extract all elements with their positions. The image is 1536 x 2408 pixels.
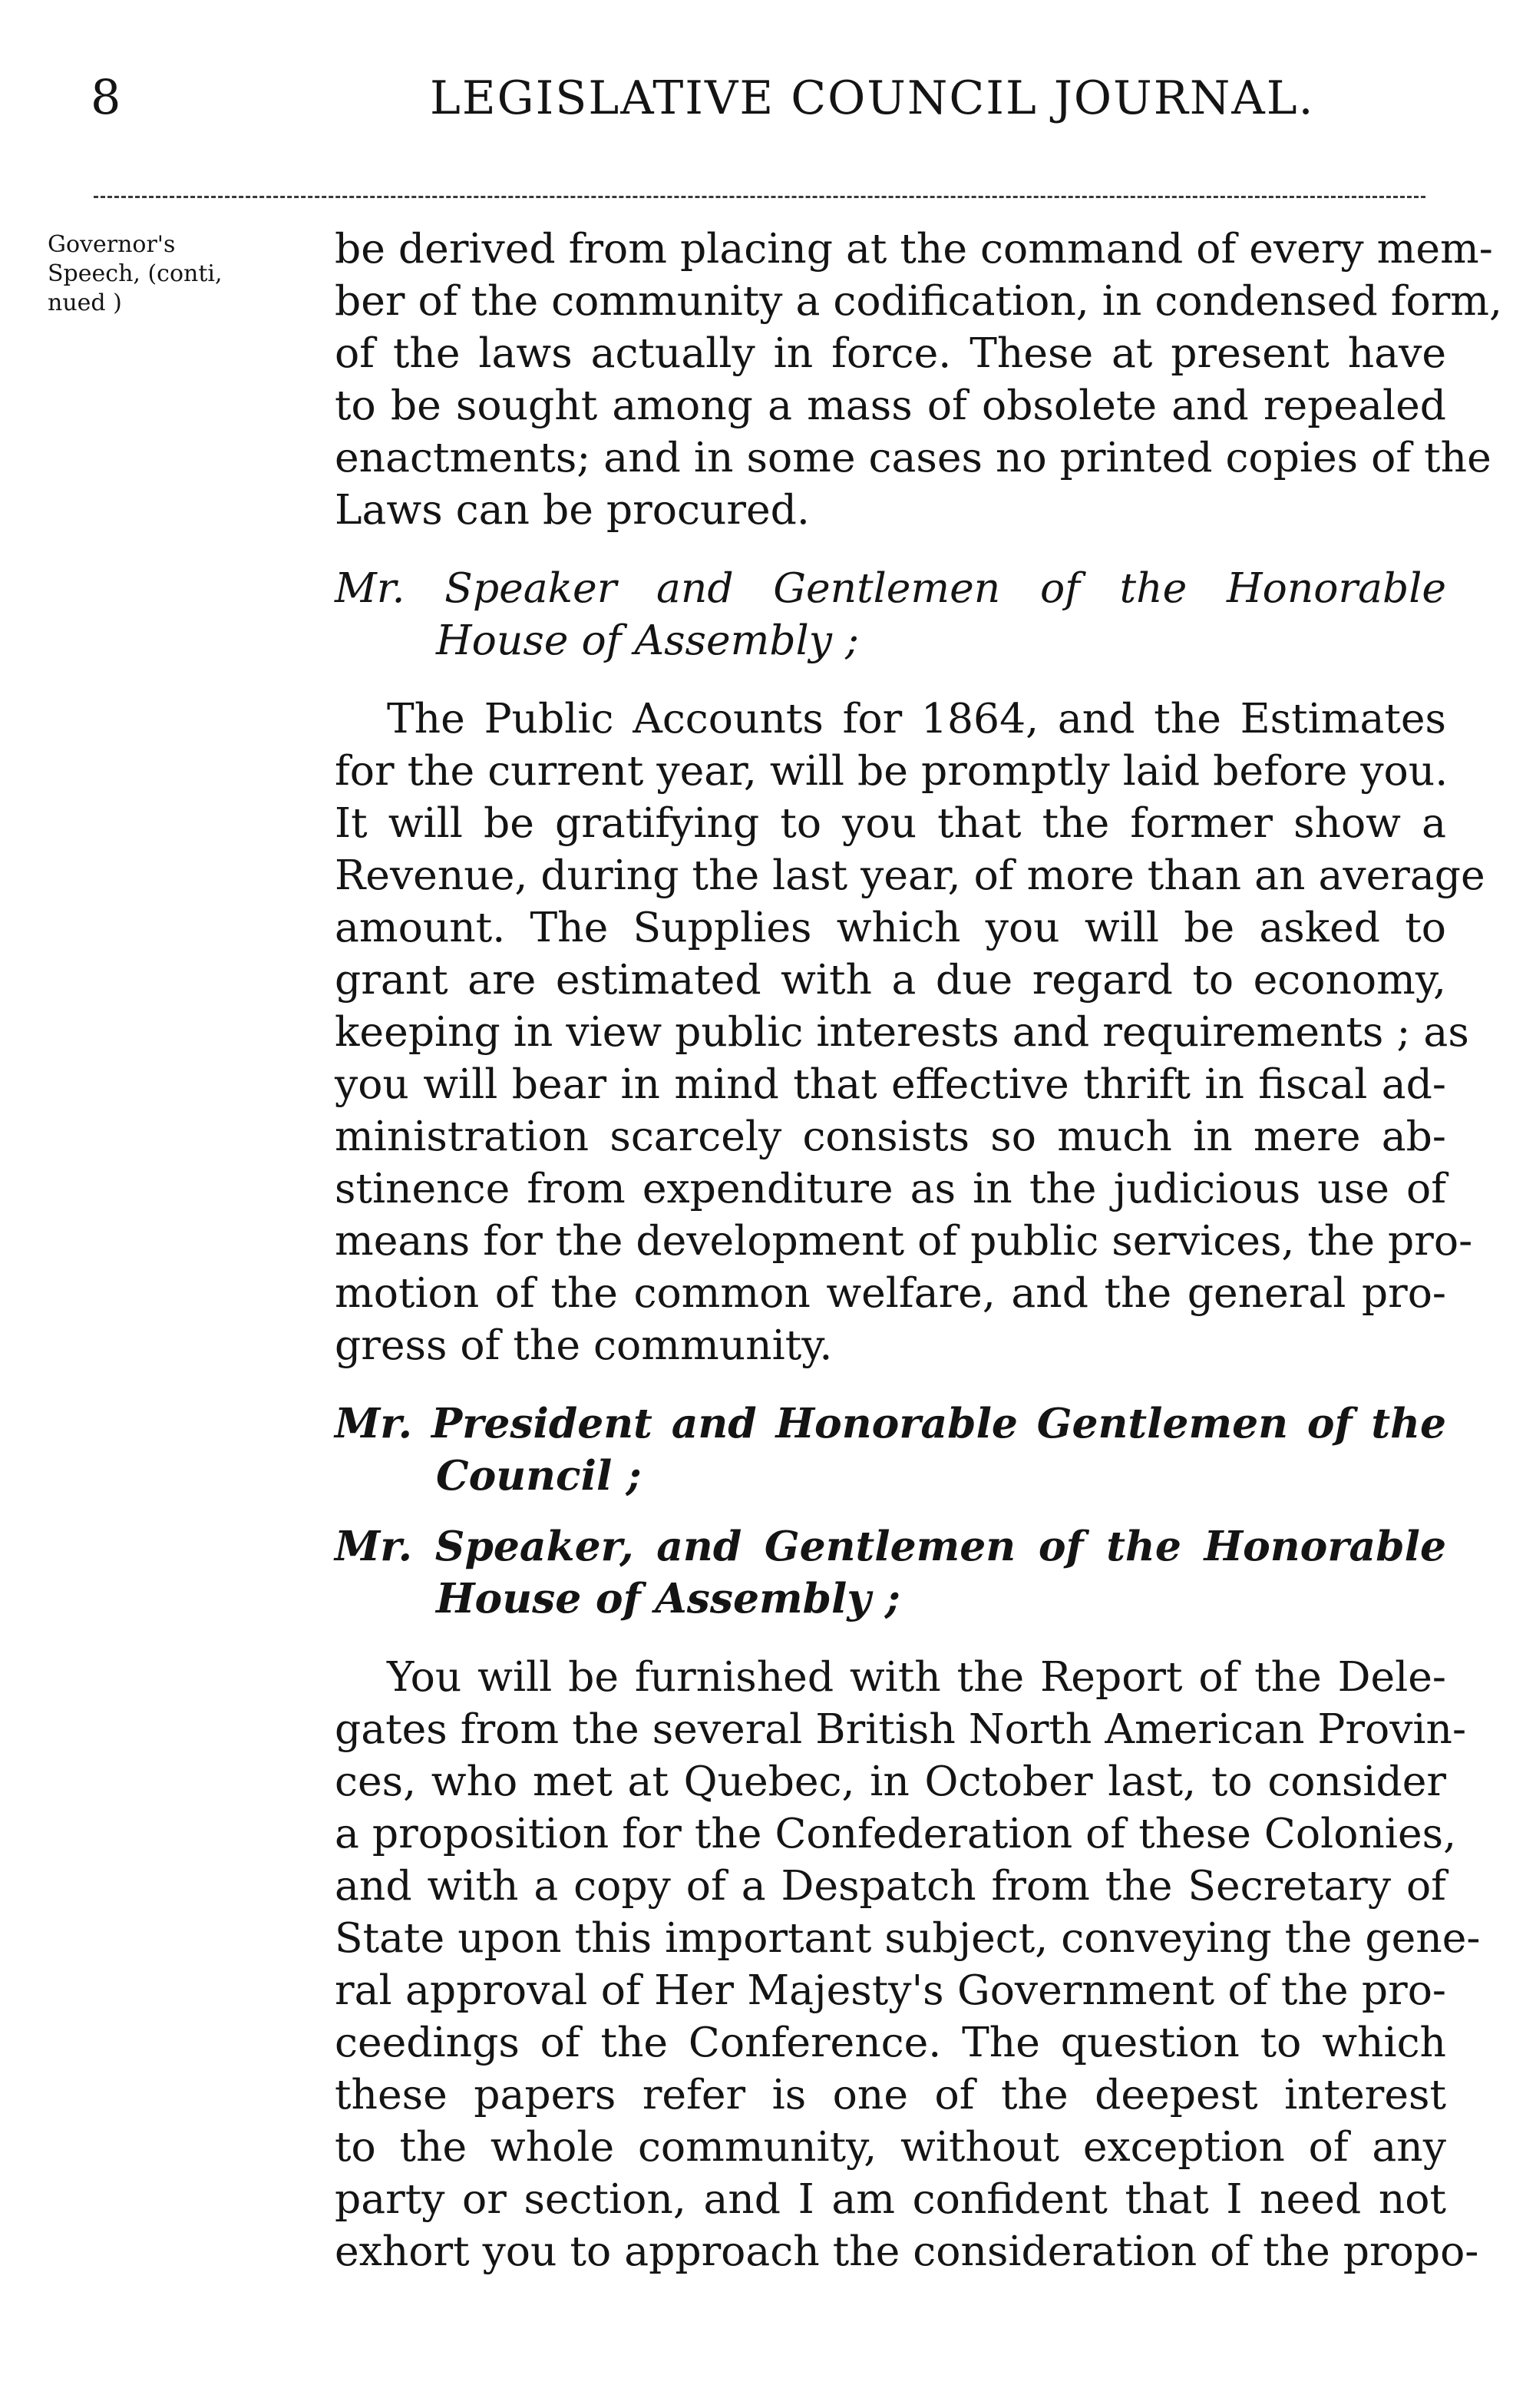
text-line: enactments; and in some cases no printed copies of the xyxy=(335,433,1491,481)
margin-note-line: Speech, (conti, xyxy=(48,260,223,287)
address-line: Mr. Speaker and Gentlemen of the Honorable xyxy=(335,564,1446,612)
text-line: Laws can be procured. xyxy=(335,485,810,534)
page-number: 8 xyxy=(91,69,121,125)
text-line: to the whole community, without exception of any xyxy=(335,2122,1446,2171)
address-president-council xyxy=(335,1398,1446,1502)
text-line: State upon this important subject, conveying the gene- xyxy=(335,1914,1481,1962)
running-head: LEGISLATIVE COUNCIL JOURNAL. xyxy=(430,71,1315,125)
address-speaker-assembly-2 xyxy=(335,1520,1446,1625)
address-speaker-assembly xyxy=(335,562,1446,666)
text-line: The Public Accounts for 1864, and the Estimates xyxy=(387,694,1446,743)
text-line: ministration scarcely consists so much in mere ab- xyxy=(335,1112,1446,1160)
text-line: gress of the community. xyxy=(335,1321,833,1369)
text-line: ceedings of the Conference. The question to which xyxy=(335,2018,1446,2066)
paragraph-confederation xyxy=(335,1651,1481,2277)
text-line: ral approval of Her Majesty's Government of the pro- xyxy=(335,1966,1446,2014)
text-line: party or section, and I am confident that I need not xyxy=(335,2175,1446,2223)
text-line: these papers refer is one of the deepest interest xyxy=(335,2070,1446,2119)
text-line: for the current year, will be promptly laid before you. xyxy=(335,746,1448,795)
text-line: and with a copy of a Despatch from the Secretary of xyxy=(335,1861,1446,1910)
address-line: Council ; xyxy=(436,1451,642,1500)
text-line: means for the development of public services, the pro- xyxy=(335,1216,1473,1265)
text-line: keeping in view public interests and requirements ; as xyxy=(335,1007,1469,1056)
text-line: ces, who met at Quebec, in October last, to consider xyxy=(335,1757,1446,1805)
text-line: a proposition for the Confederation of these Colonies, xyxy=(335,1809,1457,1857)
margin-note xyxy=(48,230,324,318)
text-line: It will be gratifying to you that the former show a xyxy=(335,799,1446,847)
text-line: be derived from placing at the command of every mem- xyxy=(335,224,1493,273)
text-line: motion of the common welfare, and the general pro- xyxy=(335,1268,1446,1317)
paragraph-public-accounts xyxy=(335,693,1485,1371)
address-line: House of Assembly ; xyxy=(436,616,860,664)
text-line: exhort you to approach the consideration of the propo- xyxy=(335,2227,1479,2275)
text-line: grant are estimated with a due regard to economy, xyxy=(335,955,1446,1004)
text-line: gates from the several British North American Provin- xyxy=(335,1705,1467,1753)
margin-note-line: nued ) xyxy=(48,289,122,316)
text-line: amount. The Supplies which you will be asked to xyxy=(335,903,1446,951)
text-line: of the laws actually in force. These at present have xyxy=(335,329,1446,377)
address-line: Mr. Speaker, and Gentlemen of the Honorable xyxy=(335,1522,1446,1570)
text-line: to be sought among a mass of obsolete and repealed xyxy=(335,381,1446,429)
text-line: stinence from expenditure as in the judicious use of xyxy=(335,1164,1446,1212)
body-text xyxy=(335,223,1503,2277)
margin-note-line: Governor's xyxy=(48,231,176,258)
paragraph-codification xyxy=(335,223,1503,536)
text-line: you will bear in mind that effective thrift in fiscal ad- xyxy=(335,1060,1446,1108)
address-line: House of Assembly ; xyxy=(436,1574,900,1622)
text-line: ber of the community a codification, in condensed form, xyxy=(335,276,1503,325)
text-line: Revenue, during the last year, of more than an average xyxy=(335,851,1485,899)
text-line: You will be furnished with the Report of the Dele- xyxy=(387,1652,1446,1701)
address-line: Mr. President and Honorable Gentlemen of the xyxy=(335,1399,1446,1447)
header-rule xyxy=(94,196,1425,198)
